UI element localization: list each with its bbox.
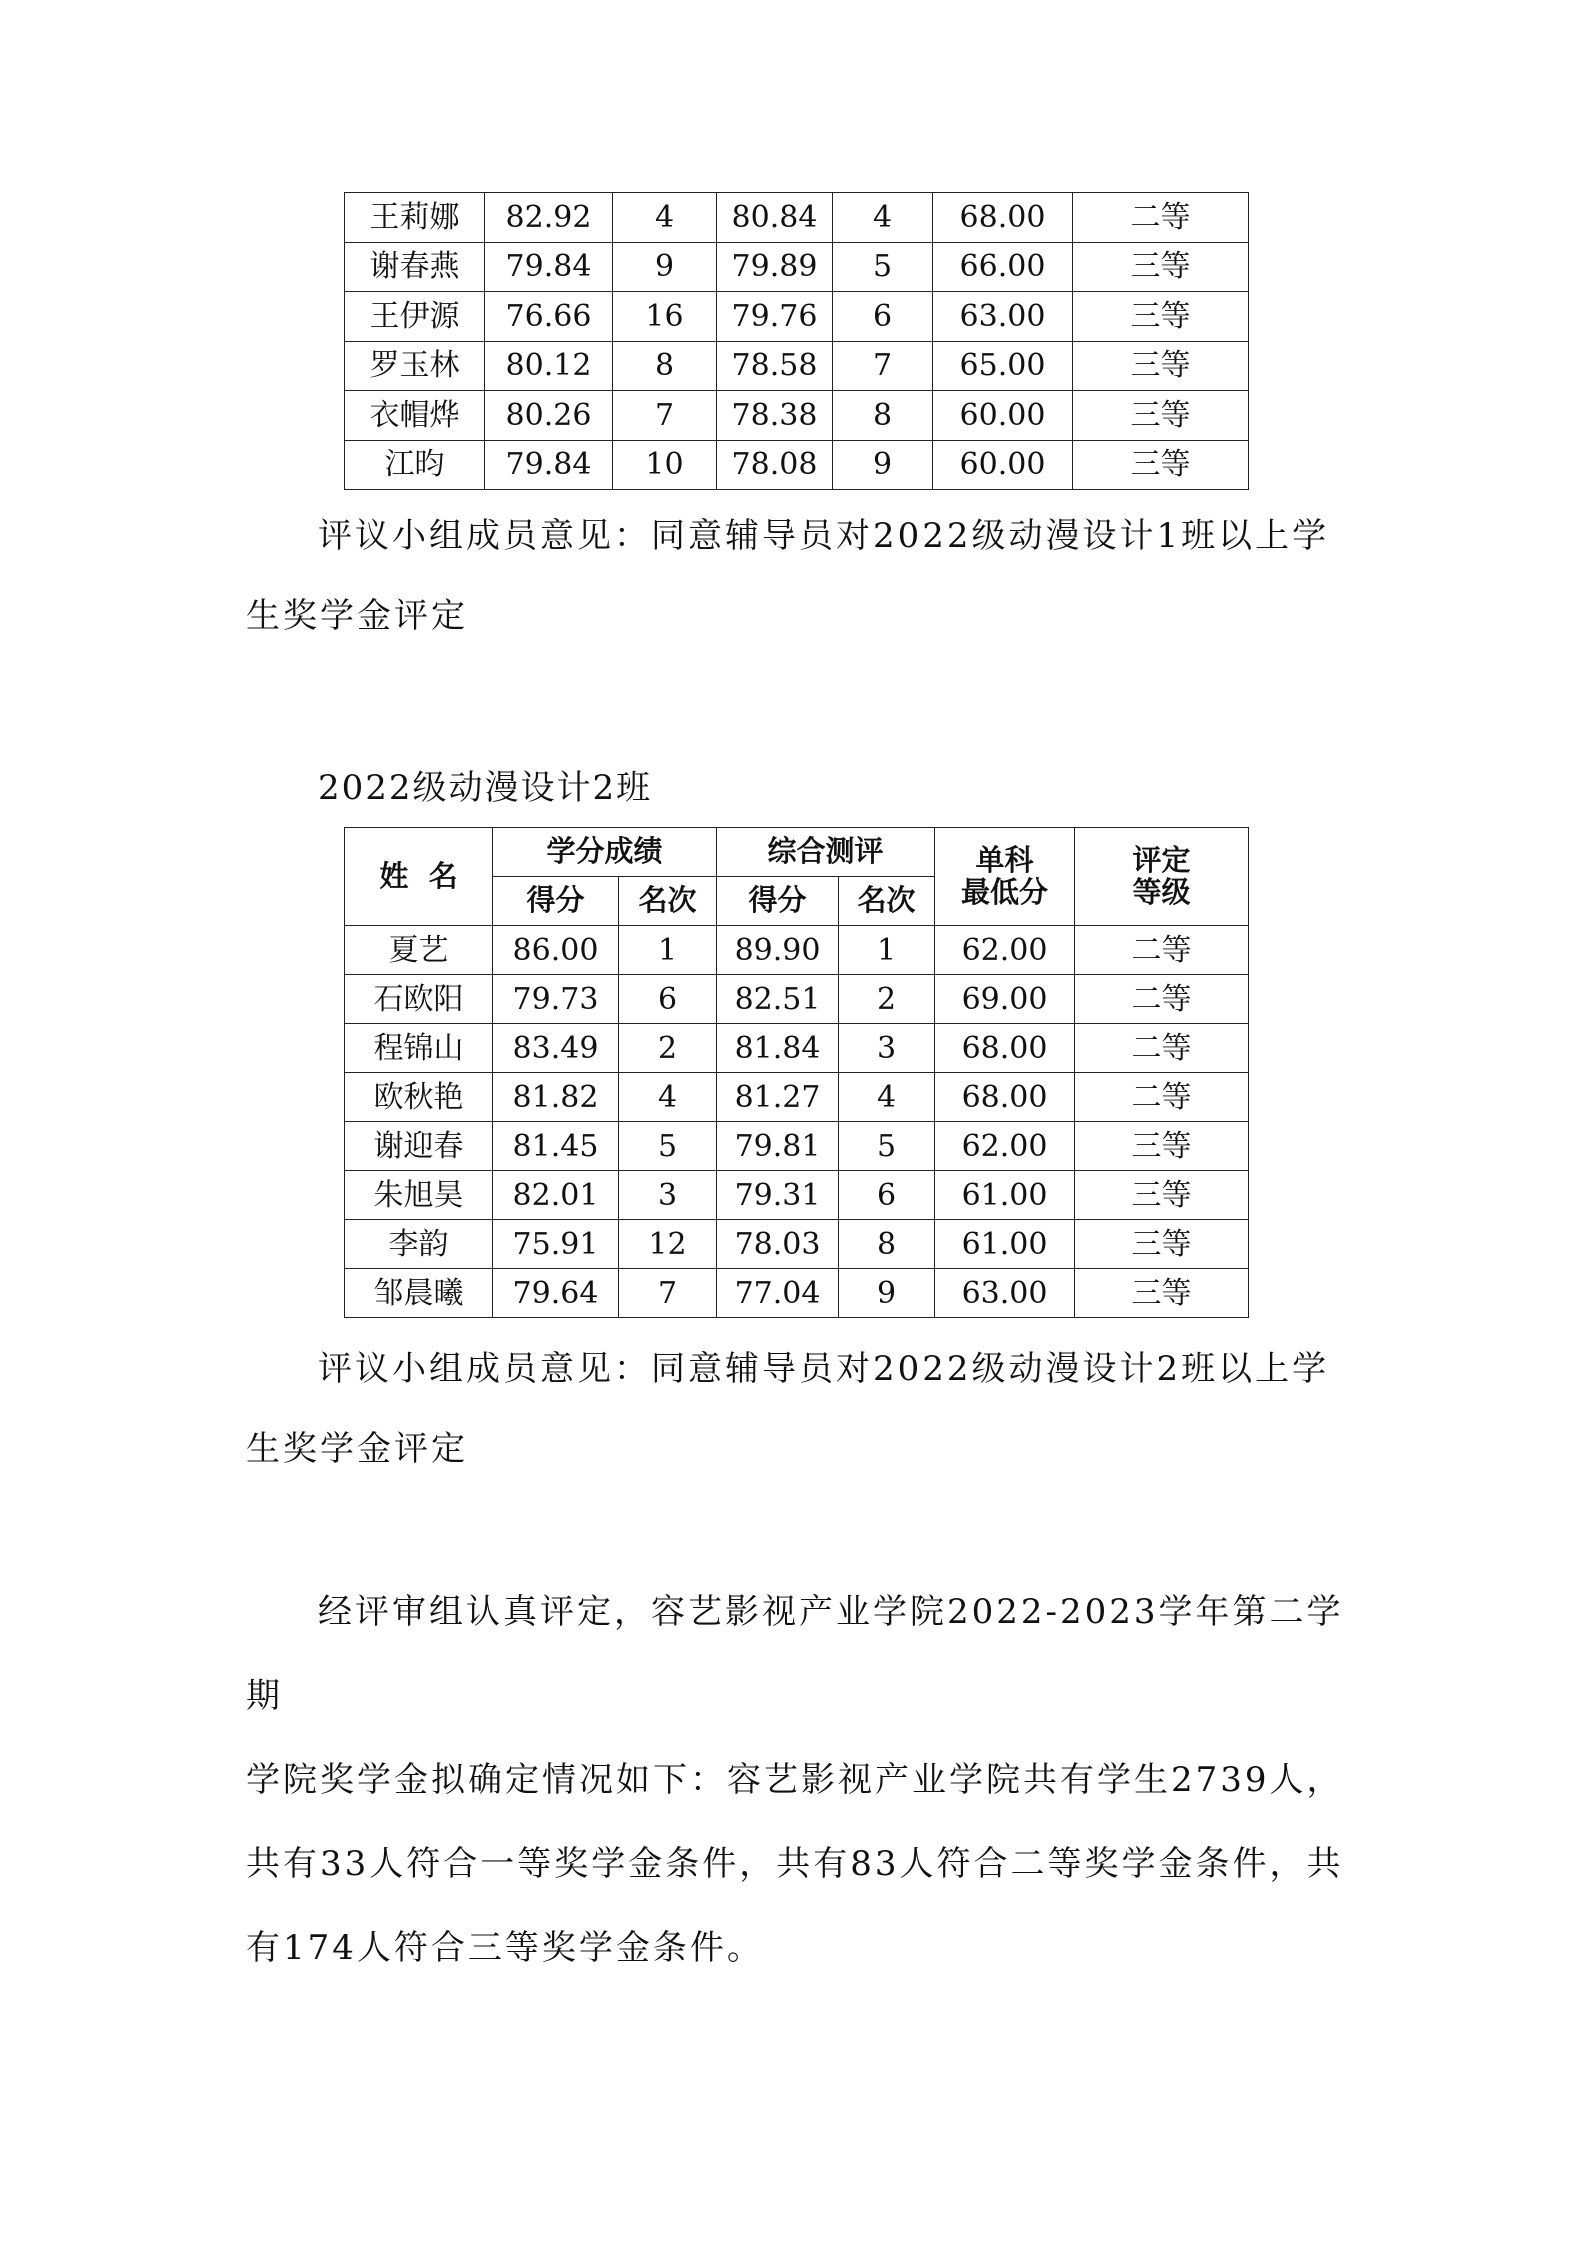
cell-eval-score: 78.38 <box>717 391 833 441</box>
table-row <box>345 193 1249 243</box>
cell-eval-score: 79.76 <box>717 292 833 342</box>
cell-credit-score: 82.92 <box>485 193 613 243</box>
table-row <box>345 1269 1249 1318</box>
cell-credit-rank: 3 <box>619 1171 717 1220</box>
table-row <box>345 440 1249 490</box>
cell-credit-score: 86.00 <box>493 926 619 975</box>
summary-line3: 共有33人符合一等奖学金条件，共有83人符合二等奖学金条件，共 <box>246 1844 1344 1884</box>
cell-name: 朱旭昊 <box>345 1171 493 1220</box>
cell-level: 三等 <box>1075 1220 1249 1269</box>
cell-eval-score: 82.51 <box>717 975 839 1024</box>
cell-min-score: 69.00 <box>935 975 1075 1024</box>
cell-level: 三等 <box>1075 1122 1249 1171</box>
header-level-line1: 评定 <box>1132 842 1191 877</box>
table-row <box>345 1171 1249 1220</box>
cell-level: 二等 <box>1073 193 1249 243</box>
header-min-score-line2: 最低分 <box>961 874 1049 909</box>
cell-credit-score: 80.26 <box>485 391 613 441</box>
header-credit-group: 学分成绩 <box>493 828 717 877</box>
cell-credit-score: 79.84 <box>485 242 613 292</box>
cell-min-score: 62.00 <box>935 926 1075 975</box>
table-row <box>345 1073 1249 1122</box>
cell-credit-score: 79.73 <box>493 975 619 1024</box>
summary-line1: 经评审组认真评定，容艺影视产业学院2022-2023学年第二学期 <box>246 1592 1344 1716</box>
cell-eval-rank: 6 <box>833 292 933 342</box>
cell-eval-score: 81.84 <box>717 1024 839 1073</box>
cell-credit-rank: 12 <box>619 1220 717 1269</box>
class2-title: 2022级动漫设计2班 <box>318 768 653 808</box>
cell-eval-rank: 2 <box>839 975 935 1024</box>
cell-name: 罗玉林 <box>345 341 485 391</box>
cell-level: 三等 <box>1073 440 1249 490</box>
class1-opinion-line1: 评议小组成员意见：同意辅导员对2022级动漫设计1班以上学 <box>318 516 1330 556</box>
cell-min-score: 60.00 <box>933 391 1073 441</box>
header-eval-score: 得分 <box>717 877 839 926</box>
cell-name: 王伊源 <box>345 292 485 342</box>
cell-credit-rank: 8 <box>613 341 717 391</box>
summary-line4: 有174人符合三等奖学金条件。 <box>246 1928 764 1968</box>
cell-level: 三等 <box>1075 1171 1249 1220</box>
cell-min-score: 65.00 <box>933 341 1073 391</box>
header-credit-rank: 名次 <box>619 877 717 926</box>
cell-min-score: 63.00 <box>935 1269 1075 1318</box>
cell-eval-rank: 8 <box>833 391 933 441</box>
cell-eval-score: 77.04 <box>717 1269 839 1318</box>
cell-min-score: 68.00 <box>935 1024 1075 1073</box>
cell-min-score: 66.00 <box>933 242 1073 292</box>
cell-credit-rank: 4 <box>619 1073 717 1122</box>
cell-min-score: 61.00 <box>935 1220 1075 1269</box>
cell-eval-score: 81.27 <box>717 1073 839 1122</box>
cell-eval-rank: 4 <box>839 1073 935 1122</box>
cell-eval-rank: 8 <box>839 1220 935 1269</box>
cell-eval-rank: 1 <box>839 926 935 975</box>
class2-opinion-line1: 评议小组成员意见：同意辅导员对2022级动漫设计2班以上学 <box>318 1349 1330 1389</box>
cell-eval-rank: 9 <box>839 1269 935 1318</box>
cell-min-score: 68.00 <box>935 1073 1075 1122</box>
table-row <box>345 341 1249 391</box>
cell-credit-score: 81.45 <box>493 1122 619 1171</box>
cell-credit-score: 76.66 <box>485 292 613 342</box>
cell-credit-score: 75.91 <box>493 1220 619 1269</box>
cell-level: 二等 <box>1075 926 1249 975</box>
table-header-row <box>345 828 1249 877</box>
cell-credit-rank: 10 <box>613 440 717 490</box>
table-row <box>345 926 1249 975</box>
cell-name: 江昀 <box>345 440 485 490</box>
cell-credit-score: 83.49 <box>493 1024 619 1073</box>
header-eval-rank: 名次 <box>839 877 935 926</box>
class1-opinion-line2: 生奖学金评定 <box>246 596 468 636</box>
cell-eval-score: 79.81 <box>717 1122 839 1171</box>
cell-eval-rank: 9 <box>833 440 933 490</box>
cell-eval-rank: 3 <box>839 1024 935 1073</box>
class1-score-table <box>344 192 1249 490</box>
cell-level: 三等 <box>1075 1269 1249 1318</box>
cell-eval-score: 78.58 <box>717 341 833 391</box>
cell-eval-rank: 4 <box>833 193 933 243</box>
table-row <box>345 242 1249 292</box>
cell-credit-score: 80.12 <box>485 341 613 391</box>
cell-credit-rank: 2 <box>619 1024 717 1073</box>
cell-credit-rank: 6 <box>619 975 717 1024</box>
table-row <box>345 391 1249 441</box>
cell-min-score: 62.00 <box>935 1122 1075 1171</box>
cell-eval-score: 78.03 <box>717 1220 839 1269</box>
cell-name: 谢迎春 <box>345 1122 493 1171</box>
cell-level: 二等 <box>1075 1024 1249 1073</box>
table-row <box>345 1220 1249 1269</box>
cell-name: 衣帽烨 <box>345 391 485 441</box>
cell-eval-rank: 5 <box>839 1122 935 1171</box>
table-row <box>345 975 1249 1024</box>
summary-paragraph <box>246 1570 1366 1990</box>
cell-min-score: 61.00 <box>935 1171 1075 1220</box>
cell-min-score: 63.00 <box>933 292 1073 342</box>
cell-eval-score: 79.31 <box>717 1171 839 1220</box>
header-level <box>1075 828 1249 926</box>
cell-name: 李韵 <box>345 1220 493 1269</box>
header-eval-group: 综合测评 <box>717 828 935 877</box>
cell-level: 二等 <box>1075 975 1249 1024</box>
cell-name: 程锦山 <box>345 1024 493 1073</box>
cell-name: 夏艺 <box>345 926 493 975</box>
cell-credit-score: 79.84 <box>485 440 613 490</box>
cell-credit-rank: 7 <box>619 1269 717 1318</box>
cell-level: 三等 <box>1073 292 1249 342</box>
cell-credit-score: 81.82 <box>493 1073 619 1122</box>
cell-credit-score: 79.64 <box>493 1269 619 1318</box>
cell-credit-rank: 7 <box>613 391 717 441</box>
class2-opinion <box>246 1329 1366 1489</box>
cell-eval-rank: 7 <box>833 341 933 391</box>
header-min-score-line1: 单科 <box>975 842 1034 877</box>
header-min-score <box>935 828 1075 926</box>
cell-level: 二等 <box>1075 1073 1249 1122</box>
cell-eval-rank: 5 <box>833 242 933 292</box>
cell-credit-rank: 9 <box>613 242 717 292</box>
table-row <box>345 1024 1249 1073</box>
cell-level: 三等 <box>1073 341 1249 391</box>
cell-name: 邹晨曦 <box>345 1269 493 1318</box>
table-row <box>345 292 1249 342</box>
cell-eval-rank: 6 <box>839 1171 935 1220</box>
cell-eval-score: 79.89 <box>717 242 833 292</box>
cell-level: 三等 <box>1073 391 1249 441</box>
cell-eval-score: 80.84 <box>717 193 833 243</box>
cell-credit-rank: 16 <box>613 292 717 342</box>
cell-min-score: 60.00 <box>933 440 1073 490</box>
cell-credit-score: 82.01 <box>493 1171 619 1220</box>
cell-name: 谢春燕 <box>345 242 485 292</box>
cell-level: 三等 <box>1073 242 1249 292</box>
class1-opinion <box>246 496 1366 656</box>
cell-credit-rank: 5 <box>619 1122 717 1171</box>
class2-opinion-line2: 生奖学金评定 <box>246 1429 468 1469</box>
class2-score-table <box>344 827 1249 1318</box>
cell-credit-rank: 1 <box>619 926 717 975</box>
cell-name: 欧秋艳 <box>345 1073 493 1122</box>
cell-name: 石欧阳 <box>345 975 493 1024</box>
cell-min-score: 68.00 <box>933 193 1073 243</box>
cell-eval-score: 78.08 <box>717 440 833 490</box>
header-credit-score: 得分 <box>493 877 619 926</box>
cell-name: 王莉娜 <box>345 193 485 243</box>
summary-line2: 学院奖学金拟确定情况如下：容艺影视产业学院共有学生2739人， <box>246 1760 1344 1800</box>
header-name: 姓 名 <box>345 828 493 926</box>
cell-eval-score: 89.90 <box>717 926 839 975</box>
header-level-line2: 等级 <box>1132 874 1191 909</box>
table-row <box>345 1122 1249 1171</box>
cell-credit-rank: 4 <box>613 193 717 243</box>
